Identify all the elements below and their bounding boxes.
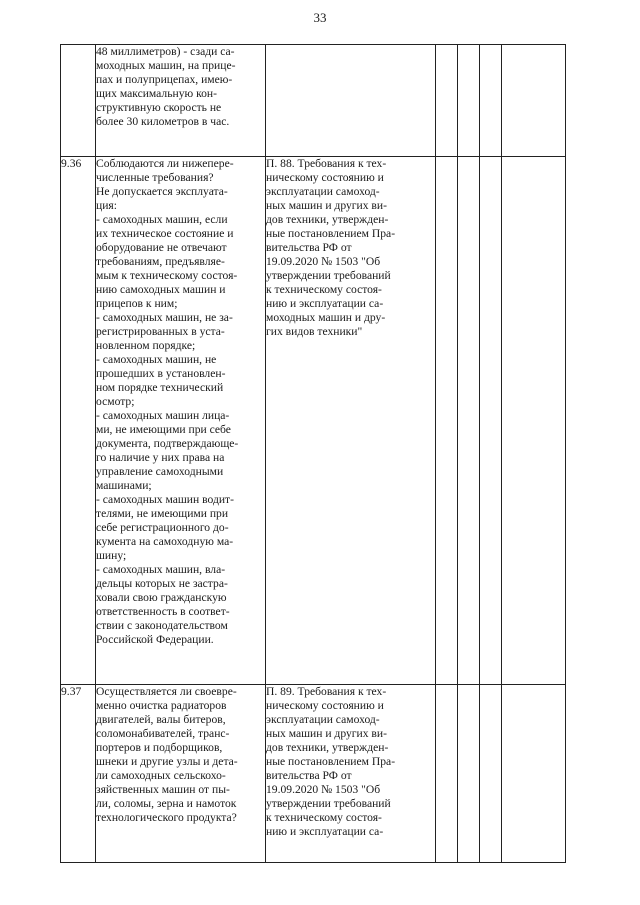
answer-no-cell[interactable]: [458, 45, 480, 157]
question-line: Соблюдаются ли нижепере-: [96, 157, 234, 170]
question-cell: [96, 45, 266, 157]
requirement-line: моходных машин и дру-: [266, 311, 386, 324]
answer-na-cell[interactable]: [480, 685, 502, 863]
question-line: щих максимальную кон-: [96, 87, 217, 100]
question-line: регистрированных в уста-: [96, 325, 225, 338]
checklist-table: [60, 44, 566, 863]
question-line: Осуществляется ли своевре-: [96, 685, 237, 698]
answer-no-cell[interactable]: [458, 157, 480, 685]
answer-na-cell[interactable]: [480, 45, 502, 157]
question-line: структивную скорость не: [96, 101, 222, 114]
answer-yes-cell[interactable]: [436, 685, 458, 863]
question-line: - самоходных машин, если: [96, 213, 228, 226]
page-number: 33: [313, 10, 327, 25]
requirement-line: П. 88. Требования к тех-: [266, 157, 387, 170]
question-line: оборудование не отвечают: [96, 241, 227, 254]
question-line: - самоходных машин водит-: [96, 493, 234, 506]
question-cell: [96, 157, 266, 685]
question-line: документа, подтверждающе-: [96, 437, 239, 450]
item-number: 9.36: [61, 157, 96, 685]
question-line: ли самоходных сельскохо-: [96, 769, 226, 782]
requirement-line: ные постановлением Пра-: [266, 227, 396, 240]
requirement-line: 19.09.2020 № 1503 "Об: [266, 255, 381, 268]
question-line: их техническое состояние и: [96, 227, 234, 240]
requirement-line: дов техники, утвержден-: [266, 741, 389, 754]
requirement-line: вительства РФ от: [266, 241, 352, 254]
question-line: прошедших в установлен-: [96, 367, 226, 380]
requirement-line: утверждении требований: [266, 797, 391, 810]
question-line: ном порядке технический: [96, 381, 224, 394]
question-line: прицепов к ним;: [96, 297, 178, 310]
requirement-line: эксплуатации самоход-: [266, 185, 380, 198]
question-line: ли, соломы, зерна и намоток: [96, 797, 237, 810]
requirement-line: эксплуатации самоход-: [266, 713, 380, 726]
question-line: - самоходных машин, не за-: [96, 311, 233, 324]
question-line: соломонабивателей, транс-: [96, 727, 230, 740]
question-line: кумента на самоходную ма-: [96, 535, 234, 548]
answer-yes-cell[interactable]: [436, 157, 458, 685]
question-line: портеров и подборщиков,: [96, 741, 223, 754]
requirement-line: нию и эксплуатации са-: [266, 825, 384, 838]
question-line: моходных машин, на прице-: [96, 59, 236, 72]
question-line: нию самоходных машин и: [96, 283, 226, 296]
requirement-line: П. 89. Требования к тех-: [266, 685, 387, 698]
requirement-line: к техническому состоя-: [266, 283, 382, 296]
question-line: более 30 километров в час.: [96, 115, 230, 128]
question-line: ция:: [96, 199, 117, 212]
item-number: 9.37: [61, 685, 96, 863]
item-number: [61, 45, 96, 157]
answer-yes-cell[interactable]: [436, 45, 458, 157]
comment-cell[interactable]: [502, 45, 566, 157]
question-line: новленном порядке;: [96, 339, 196, 352]
question-line: двигателей, валы битеров,: [96, 713, 226, 726]
question-line: ответственность в соответ-: [96, 605, 230, 618]
requirement-line: дов техники, утвержден-: [266, 213, 389, 226]
question-line: мым к техническому состоя-: [96, 269, 238, 282]
requirement-line: ные постановлением Пра-: [266, 755, 396, 768]
question-line: ховали свою гражданскую: [96, 591, 227, 604]
question-line: ми, не имеющими при себе: [96, 423, 231, 436]
table-row: [61, 45, 566, 157]
requirement-cell: [266, 45, 436, 157]
question-line: зяйственных машин от пы-: [96, 783, 230, 796]
table-row: [61, 685, 566, 863]
question-line: шину;: [96, 549, 127, 562]
question-line: дельцы которых не застра-: [96, 577, 228, 590]
requirement-line: 19.09.2020 № 1503 "Об: [266, 783, 381, 796]
question-line: пах и полуприцепах, имею-: [96, 73, 233, 86]
question-line: Не допускается эксплуата-: [96, 185, 228, 198]
question-line: Российской Федерации.: [96, 633, 214, 646]
answer-na-cell[interactable]: [480, 157, 502, 685]
question-line: себе регистрационного до-: [96, 521, 229, 534]
question-line: телями, не имеющими при: [96, 507, 229, 520]
answer-no-cell[interactable]: [458, 685, 480, 863]
requirement-line: нию и эксплуатации са-: [266, 297, 384, 310]
question-line: машинами;: [96, 479, 152, 492]
requirement-line: утверждении требований: [266, 269, 391, 282]
requirement-line: ническому состоянию и: [266, 171, 384, 184]
requirement-line: ных машин и других ви-: [266, 199, 387, 212]
question-line: менно очистка радиаторов: [96, 699, 227, 712]
question-line: численные требования?: [96, 171, 214, 184]
table-row: [61, 157, 566, 685]
requirement-line: гих видов техники": [266, 325, 363, 338]
question-line: - самоходных машин, вла-: [96, 563, 226, 576]
question-line: технологического продукта?: [96, 811, 237, 824]
question-line: - самоходных машин, не: [96, 353, 217, 366]
question-line: ствии с законодательством: [96, 619, 228, 632]
question-line: - самоходных машин лица-: [96, 409, 230, 422]
requirement-cell: [266, 685, 436, 863]
requirement-cell: [266, 157, 436, 685]
question-line: требованиям, предъявляе-: [96, 255, 225, 268]
question-line: шнеки и другие узлы и дета-: [96, 755, 238, 768]
requirement-line: к техническому состоя-: [266, 811, 382, 824]
question-line: управление самоходными: [96, 465, 224, 478]
question-line: го наличие у них права на: [96, 451, 225, 464]
requirement-line: ных машин и других ви-: [266, 727, 387, 740]
requirement-line: ническому состоянию и: [266, 699, 384, 712]
question-cell: [96, 685, 266, 863]
requirement-line: вительства РФ от: [266, 769, 352, 782]
question-line: осмотр;: [96, 395, 135, 408]
question-line: 48 миллиметров) - сзади са-: [96, 45, 235, 58]
comment-cell[interactable]: [502, 685, 566, 863]
comment-cell[interactable]: [502, 157, 566, 685]
